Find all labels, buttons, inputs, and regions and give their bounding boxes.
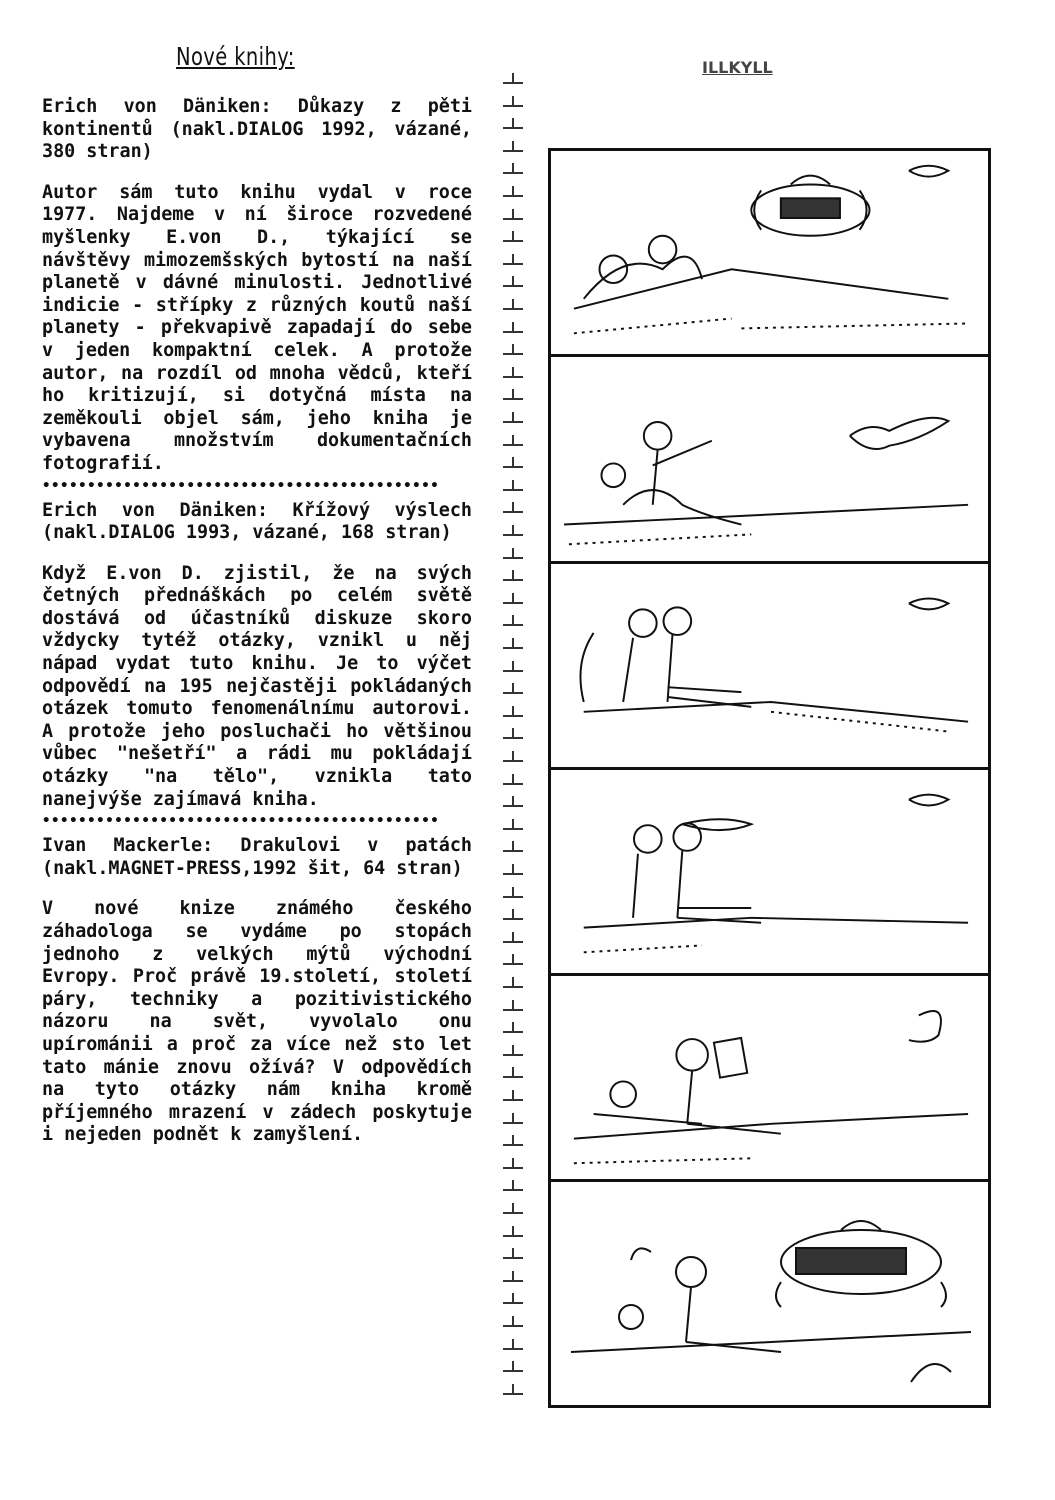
ruler-tick	[503, 602, 523, 604]
ruler-tick	[503, 1009, 523, 1011]
comic-panel-looking-up	[551, 564, 988, 770]
ruler-tick	[503, 489, 523, 491]
book-header: Ivan Mackerle: Drakulovi v patách (nakl.MAGNET-PRESS,1992 šit, 64 stran)	[42, 835, 472, 879]
ruler-tick	[503, 783, 523, 785]
ruler-tick	[503, 1122, 523, 1124]
comic-panel-reading-paper	[551, 976, 988, 1182]
ruler-tick	[503, 511, 523, 513]
ruler-tick	[503, 828, 523, 830]
book-description: V nové knize známého českého záhadologa se vydáme po stopách jednoho z velkých mýtů východní Evropy. Proč právě 19.století, století páry, techniky a pozitivistického názoru na svět, vyvolalo onu upírománii a proč za více než sto let tato mánie znovu ožívá? V odpovědích na tyto otázky nám kniha kromě příjemného mrazení v zádech poskytuje i nejeden podnět k zamyšlení.	[42, 898, 472, 1146]
ruler-tick	[503, 670, 523, 672]
ruler-tick	[503, 308, 523, 310]
ruler-tick	[503, 421, 523, 423]
ruler-tick	[503, 873, 523, 875]
ruler-tick	[503, 850, 523, 852]
ruler-tick	[503, 715, 523, 717]
ruler-tick	[503, 285, 523, 287]
separator: ••••••••••••••••••••••••••••••••••••••••••••	[42, 477, 440, 494]
separator: ••••••••••••••••••••••••••••••••••••••••••••	[42, 813, 440, 830]
ruler-tick	[503, 534, 523, 536]
ruler-tick	[503, 1348, 523, 1350]
comic-panel-ufo-returns	[551, 1182, 988, 1405]
ruler-tick	[503, 647, 523, 649]
book-reviews-column	[42, 96, 472, 1147]
ruler-tick	[503, 398, 523, 400]
ruler-tick	[503, 1212, 523, 1214]
ruler-tick	[503, 1235, 523, 1237]
ruler-tick	[503, 466, 523, 468]
ruler-tick	[503, 331, 523, 333]
ruler-tick	[503, 805, 523, 807]
ruler-tick	[503, 692, 523, 694]
comic-strip	[548, 148, 991, 1408]
book-header: Erich von Däniken: Křížový výslech (nakl.DIALOG 1993, vázané, 168 stran)	[42, 499, 472, 544]
ruler-tick	[503, 1189, 523, 1191]
comic-drawing	[551, 976, 988, 1179]
ruler-tick	[503, 1076, 523, 1078]
ruler-tick	[503, 127, 523, 129]
comic-header-scrap: ILLKYLL	[702, 58, 773, 77]
ruler-tick	[503, 1302, 523, 1304]
ruler-tick	[503, 82, 523, 84]
ruler-tick	[503, 240, 523, 242]
ruler-tick	[503, 918, 523, 920]
ruler-tick	[503, 963, 523, 965]
comic-drawing	[551, 564, 988, 767]
perforation-ruler	[503, 72, 527, 1412]
ruler-tick	[503, 444, 523, 446]
ruler-tick	[503, 195, 523, 197]
ruler-tick	[503, 1167, 523, 1169]
ruler-tick	[503, 737, 523, 739]
ruler-tick	[503, 1370, 523, 1372]
book-review	[42, 835, 472, 1147]
ruler-tick	[503, 1257, 523, 1259]
ruler-tick	[503, 1325, 523, 1327]
ruler-tick	[503, 1144, 523, 1146]
page-title: Nové knihy:	[176, 42, 295, 71]
ruler-tick	[503, 986, 523, 988]
book-header: Erich von Däniken: Důkazy z pěti kontinentů (nakl.DIALOG 1992, vázané, 380 stran)	[42, 96, 472, 163]
book-review	[42, 96, 472, 476]
comic-panel-ufo-flyby	[551, 151, 988, 357]
ruler-tick	[503, 557, 523, 559]
ruler-tick	[503, 376, 523, 378]
comic-drawing	[551, 357, 988, 561]
book-description: Autor sám tuto knihu vydal v roce 1977. Najdeme v ní široce rozvedené myšlenky E.von D., týkající se návštěvy mimozemšských bytostí na naší planetě v dávné minulosti. Jednotlivé indicie - střípky z různých koutů naší planety - překvapivě zapadají do sebe v jeden kompaktní celek. A protože autor, na rozdíl od mnoha vědců, kteří ho kritizují, si dotyčná místa na zeměkouli objel sám, jeho kniha je vybavena množstvím dokumentačních fotografií.	[42, 181, 472, 474]
ruler-tick	[503, 941, 523, 943]
ruler-tick	[503, 760, 523, 762]
ruler-tick	[503, 896, 523, 898]
comic-panel-pointing-at-ufo	[551, 357, 988, 564]
ruler-tick	[503, 105, 523, 107]
ruler-tick	[503, 1393, 523, 1395]
ruler-tick	[503, 1099, 523, 1101]
ruler-tick	[503, 1280, 523, 1282]
comic-drawing	[551, 770, 988, 973]
ruler-tick	[503, 172, 523, 174]
comic-drawing	[551, 1182, 988, 1405]
ruler-tick	[503, 263, 523, 265]
book-description: Když E.von D. zjistil, že na svých četných přednáškách po celém světě dostává od účastníků diskuze skoro vždycky tytéž otázky, vznikl u něj nápad vydat tuto knihu. Je to výčet odpovědí na 195 nejčastěji pokládaných otázek tomuto fenomenálnímu autorovi. A protože jeho posluchači ho většinou vůbec "nešetří" a rádi mu pokládají otázky "na tělo", vznikla tato nanejvýše zajímavá kniha.	[42, 562, 472, 810]
ruler-tick	[503, 1031, 523, 1033]
ruler-tick	[503, 150, 523, 152]
ruler-tick	[503, 1054, 523, 1056]
ruler-tick	[503, 353, 523, 355]
comic-drawing	[551, 151, 988, 354]
ruler-tick	[503, 624, 523, 626]
book-review	[42, 500, 472, 812]
comic-panel-looking-up-again	[551, 770, 988, 976]
ruler-tick	[503, 579, 523, 581]
ruler-tick	[503, 218, 523, 220]
